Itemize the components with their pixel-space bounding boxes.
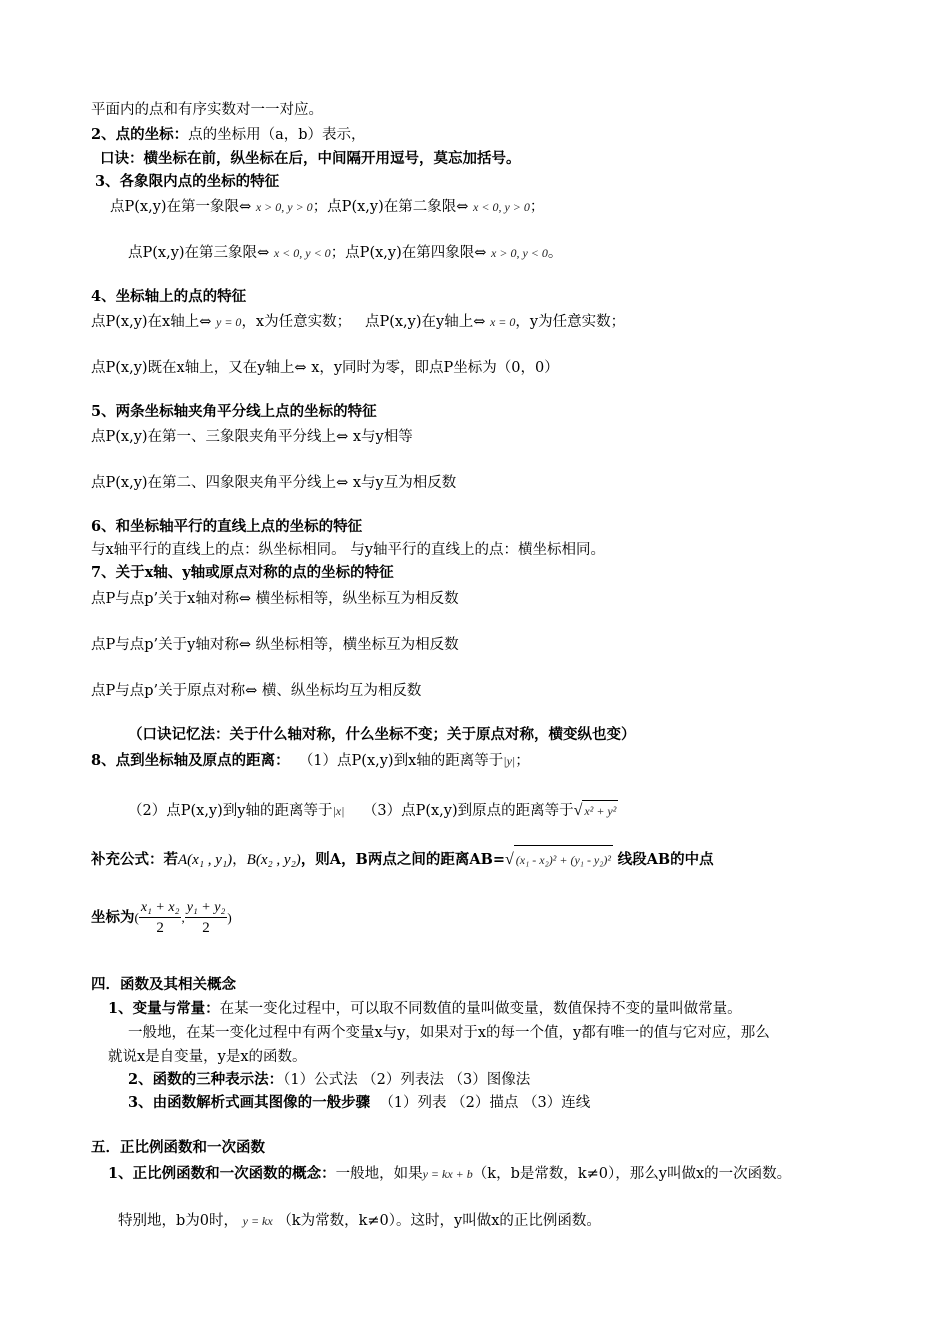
bisector-line-2: 点P(x,y)在第二、四象限夹角平分线上⇔ x与y互为相反数	[91, 475, 457, 491]
iff-symbol: ⇔	[238, 637, 251, 653]
math-formula: |y|	[503, 754, 516, 768]
definition-line-1: 一般地，在某一变化过程中有两个变量x与y，如果对于x的每一个值，y都有唯一的值与它对应，那么	[128, 1025, 770, 1041]
graph-steps-line: 3、由函数解析式画其图像的一般步骤 （1）列表 （2）描点 （3）连线	[128, 1094, 591, 1111]
math-formula: |x|	[332, 804, 345, 818]
math-formula: y = kx	[242, 1214, 273, 1228]
symmetry-line-2: 点P与点p’关于y轴对称⇔ 纵坐标相等，横坐标互为相反数	[91, 637, 459, 653]
distance-line-1: 8、点到坐标轴及原点的距离： （1）点P(x,y)到x轴的距离等于|y|；	[91, 752, 530, 769]
symmetry-line-1: 点P与点p’关于x轴对称⇔ 横坐标相等，纵坐标互为相反数	[91, 591, 459, 607]
math-formula: x < 0, y > 0	[473, 200, 530, 214]
chapter-heading: 四．函数及其相关概念	[91, 976, 236, 993]
iff-symbol: ⇔	[456, 199, 469, 215]
iff-symbol: ⇔	[336, 475, 349, 491]
iff-symbol: ⇔	[239, 199, 252, 215]
point-b: B(x₂ , y₂)	[246, 852, 301, 868]
proportional-function-line: 特别地，b为0时， y = kx （k为常数，k≠0）。这时，y叫做x的正比例函数。	[118, 1213, 601, 1229]
iff-symbol: ⇔	[294, 360, 307, 376]
parallel-line: 与x轴平行的直线上的点：纵坐标相同。 与y轴平行的直线上的点：横坐标相同。	[91, 542, 605, 558]
memo-line: （口诀记忆法：关于什么轴对称，什么坐标不变；关于原点对称，横变纵也变）	[128, 726, 636, 743]
section-heading: 4、坐标轴上的点的特征	[91, 288, 247, 305]
fraction: $\frac{\text{y₁ + y₂}}{2}$	[186, 899, 226, 936]
representation-line: 2、函数的三种表示法：（1）公式法 （2）列表法 （3）图像法	[128, 1071, 531, 1088]
iff-symbol: ⇔	[474, 245, 487, 261]
variable-line: 1、变量与常量：在某一变化过程中，可以取不同数值的量叫做变量，数值保持不变的量叫做常量。	[108, 1000, 742, 1017]
math-formula: x = 0	[489, 315, 516, 329]
origin-line: 点P(x,y)既在x轴上，又在y轴上⇔ x，y同时为零，即点P坐标为（0，0）	[91, 360, 559, 376]
section-heading: 8、点到坐标轴及原点的距离：	[91, 752, 290, 769]
sqrt-symbol: √	[573, 802, 583, 819]
math-formula: x > 0, y < 0	[491, 246, 548, 260]
section-heading: 5、两条坐标轴夹角平分线上点的坐标的特征	[91, 403, 377, 420]
iff-symbol: ⇔	[245, 683, 258, 699]
text-line: 平面内的点和有序实数对一一对应。	[91, 102, 323, 118]
section-heading: 7、关于x轴、y轴或原点对称的点的坐标的特征	[91, 564, 394, 581]
fraction: $\frac{\text{x₁ + x₂}}{2}$	[140, 899, 180, 936]
math-formula: x > 0, y > 0	[255, 200, 313, 214]
quadrant-line-1: 点P(x,y)在第一象限⇔ x > 0, y > 0；点P(x,y)在第二象限⇔ x < 0, y > 0；	[110, 199, 545, 215]
iff-symbol: ⇔	[473, 314, 486, 330]
section-heading: 2、点的坐标：	[91, 126, 189, 143]
section-heading: 6、和坐标轴平行的直线上点的坐标的特征	[91, 518, 363, 535]
math-formula: x < 0, y < 0	[273, 246, 331, 260]
math-formula: y = 0	[216, 315, 242, 329]
distance-line-2: （2）点P(x,y)到y轴的距离等于|x| （3）点P(x,y)到原点的距离等于√ x² + y²	[128, 802, 617, 819]
point-a: A(x₁ , y₁)	[178, 852, 233, 868]
chapter-heading: 五．正比例函数和一次函数	[91, 1139, 265, 1156]
math-formula: x² + y²	[582, 800, 618, 821]
supplement-formula-line: 补充公式：若A(x₁ , y₁)，B(x₂ , y₂)，则A，B两点之间的距离AB=√ (x₁ - x₂)² + (y₁ - y₂)² 线段AB的中点	[91, 845, 714, 874]
midpoint-line: 坐标为( $\frac{\text{x₁ + x₂}}{2}$ , $\frac{\text{y₁ + y₂}}{2}$ )	[91, 899, 232, 936]
mnemonic-line: 口诀：横坐标在前，纵坐标在后，中间隔开用逗号，莫忘加括号。	[100, 150, 521, 167]
sqrt-symbol: √	[504, 851, 514, 868]
quadrant-line-2: 点P(x,y)在第三象限⇔ x < 0, y < 0；点P(x,y)在第四象限⇔ x > 0, y < 0。	[128, 245, 563, 261]
iff-symbol: ⇔	[257, 245, 270, 261]
iff-symbol: ⇔	[238, 591, 251, 607]
definition-line-2: 就说x是自变量，y是x的函数。	[108, 1049, 307, 1065]
math-formula: y = kx + b	[422, 1167, 473, 1181]
iff-symbol: ⇔	[336, 429, 349, 445]
linear-function-line: 1、正比例函数和一次函数的概念：一般地，如果y = kx + b（k，b是常数，k≠0），那么y叫做x的一次函数。	[108, 1165, 792, 1182]
bisector-line-1: 点P(x,y)在第一、三象限夹角平分线上⇔ x与y相等	[91, 429, 413, 445]
symmetry-line-3: 点P与点p’关于原点对称⇔ 横、纵坐标均互为相反数	[91, 683, 422, 699]
point-coordinate-line: 2、点的坐标：点的坐标用（a，b）表示，	[91, 126, 366, 143]
distance-formula: (x₁ - x₂)² + (y₁ - y₂)²	[514, 845, 613, 874]
section-heading: 3、各象限内点的坐标的特征	[95, 173, 280, 190]
iff-symbol: ⇔	[199, 314, 212, 330]
axis-line: 点P(x,y)在x轴上⇔ y = 0，x为任意实数； 点P(x,y)在y轴上⇔ x = 0，y为任意实数；	[91, 314, 626, 330]
